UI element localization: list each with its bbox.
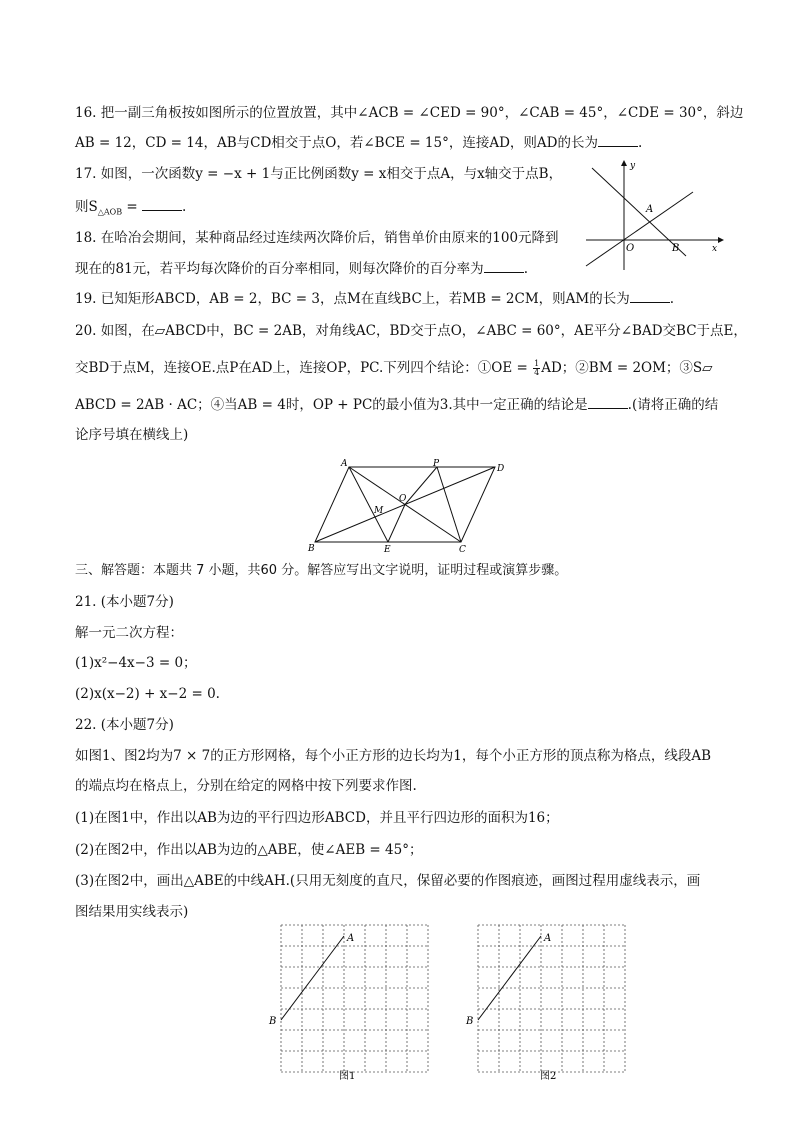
q20-line2b: AD；②BM = 2OM；③S▱: [541, 360, 713, 376]
q17-eq: =: [122, 199, 143, 215]
q17-line2-text: 则S: [75, 199, 98, 215]
x-axis-arrow: [718, 237, 724, 243]
label-C: C: [459, 545, 466, 555]
segment-AE: [349, 467, 388, 542]
label-A: A: [646, 204, 654, 215]
segment-PC: [437, 467, 461, 542]
q18-line2: [75, 260, 528, 278]
answer-blank: [588, 396, 628, 409]
label-B: B: [672, 243, 680, 254]
q22-part1: (1)在图1中，作出以AB为边的平行四边形ABCD，并且平行四边形的面积为16；: [75, 810, 559, 826]
answer-blank: [598, 134, 638, 147]
q21-part2: (2)x(x−2) + x−2 = 0.: [75, 686, 220, 702]
q19-end: .: [669, 291, 675, 307]
q20-line2a: 交BD于点M，连接OE.点P在AD上，连接OP，PC.下列四个结论：①OE =: [75, 360, 533, 376]
label-A: A: [347, 933, 355, 944]
label-A: A: [544, 933, 552, 944]
q22-part3-line2: 图结果用实线表示): [75, 904, 189, 920]
q22-line2: 的端点均在格点上，分别在给定的网格中按下列要求作图.: [75, 778, 417, 794]
label-P: P: [433, 459, 440, 469]
segment-OP: [405, 467, 437, 505]
q17-end: .: [182, 199, 187, 215]
grid-7x7: [281, 925, 428, 1072]
line-y-eq-x: [586, 192, 693, 266]
q20-line3a: ABCD = 2AB · AC；④当AB = 4时，OP + PC的最小值为3.其中一定正确的结论是: [75, 397, 588, 413]
q16-line1: 16. 把一副三角板按如图所示的位置放置，其中∠ACB = ∠CED = 90°，∠CAB = 45°，∠CDE = 30°，斜边: [75, 105, 744, 121]
q16-line2: [75, 134, 642, 152]
q16-end: .: [638, 135, 643, 151]
answer-blank: [142, 198, 182, 211]
q21-title: 21. (本小题7分): [75, 594, 174, 610]
label-O: O: [399, 494, 407, 504]
q17-subscript: △AOB: [97, 207, 123, 217]
y-axis-arrow: [621, 160, 627, 166]
label-M: M: [374, 506, 384, 516]
q19-line1: [75, 290, 674, 308]
label-D: D: [497, 464, 505, 474]
label-B: B: [308, 544, 315, 554]
q20-line2: [75, 359, 713, 377]
q20-line3b: .(请将正确的结: [627, 397, 719, 413]
label-A: A: [341, 459, 348, 469]
grid-7x7: [478, 925, 625, 1072]
segment-AB: [281, 936, 344, 1020]
q17-line2: [75, 198, 186, 222]
q22-title: 22. (本小题7分): [75, 717, 174, 733]
label-x: x: [712, 244, 718, 254]
label-O: O: [626, 243, 635, 254]
q16-line2-text: AB = 12，CD = 14，AB与CD相交于点O，若∠BCE = 15°，连接AD，则AD的长为: [75, 135, 598, 151]
label-B: B: [466, 1016, 474, 1027]
fraction-one-quarter: $\frac{1}{4}$: [534, 359, 540, 377]
answer-blank: [630, 290, 670, 303]
section-3-heading: 三、解答题：本题共 7 小题，共60 分。解答应写出文字说明，证明过程或演算步骤。: [75, 563, 568, 578]
q17-graph: [578, 158, 728, 273]
q19-text: 19. 已知矩形ABCD，AB = 2，BC = 3，点M在直线BC上，若MB = 2CM，则AM的长为: [75, 291, 630, 307]
q18-line1: 18. 在哈冶会期间，某种商品经过连续两次降价后，销售单价由原来的100元降到: [75, 230, 559, 246]
q20-line1: 20. 如图，在▱ABCD中，BC = 2AB，对角线AC，BD交于点O，∠ABC = 60°，AE平分∠BAD交BC于点E，: [75, 323, 747, 339]
grid-figure-1: [265, 920, 435, 1085]
caption-fig1: 图1: [339, 1071, 356, 1082]
q21-part1: (1)x²−4x−3 = 0；: [75, 655, 197, 671]
q20-line4: 论序号填在横线上): [75, 427, 189, 443]
label-y: y: [630, 161, 636, 171]
q18-end: .: [523, 261, 528, 277]
grid-figure-2: [462, 920, 632, 1085]
label-B: B: [269, 1016, 277, 1027]
q22-line1: 如图1、图2均为7 × 7的正方形网格，每个小正方形的边长均为1，每个小正方形的顶点称为格点，线段AB: [75, 748, 712, 764]
q22-part2: (2)在图2中，作出以AB为边的△ABE，使∠AEB = 45°；: [75, 842, 423, 858]
q20-figure: [305, 458, 510, 558]
label-E: E: [384, 545, 391, 555]
q18-line2-text: 现在的81元，若平均每次降价的百分率相同，则每次降价的百分率为: [75, 261, 484, 277]
q17-line1: 17. 如图，一次函数y = −x + 1与正比例函数y = x相交于点A，与x轴交于点B，: [75, 166, 563, 182]
q20-line3: [75, 396, 718, 414]
segment-AB: [478, 936, 541, 1020]
answer-blank: [484, 260, 524, 273]
q22-part3-line1: (3)在图2中，画出△ABE的中线AH.(只用无刻度的直尺，保留必要的作图痕迹，画图过程用虚线表示，画: [75, 873, 701, 889]
q21-intro: 解一元二次方程：: [75, 625, 183, 641]
caption-fig2: 图2: [540, 1071, 557, 1082]
